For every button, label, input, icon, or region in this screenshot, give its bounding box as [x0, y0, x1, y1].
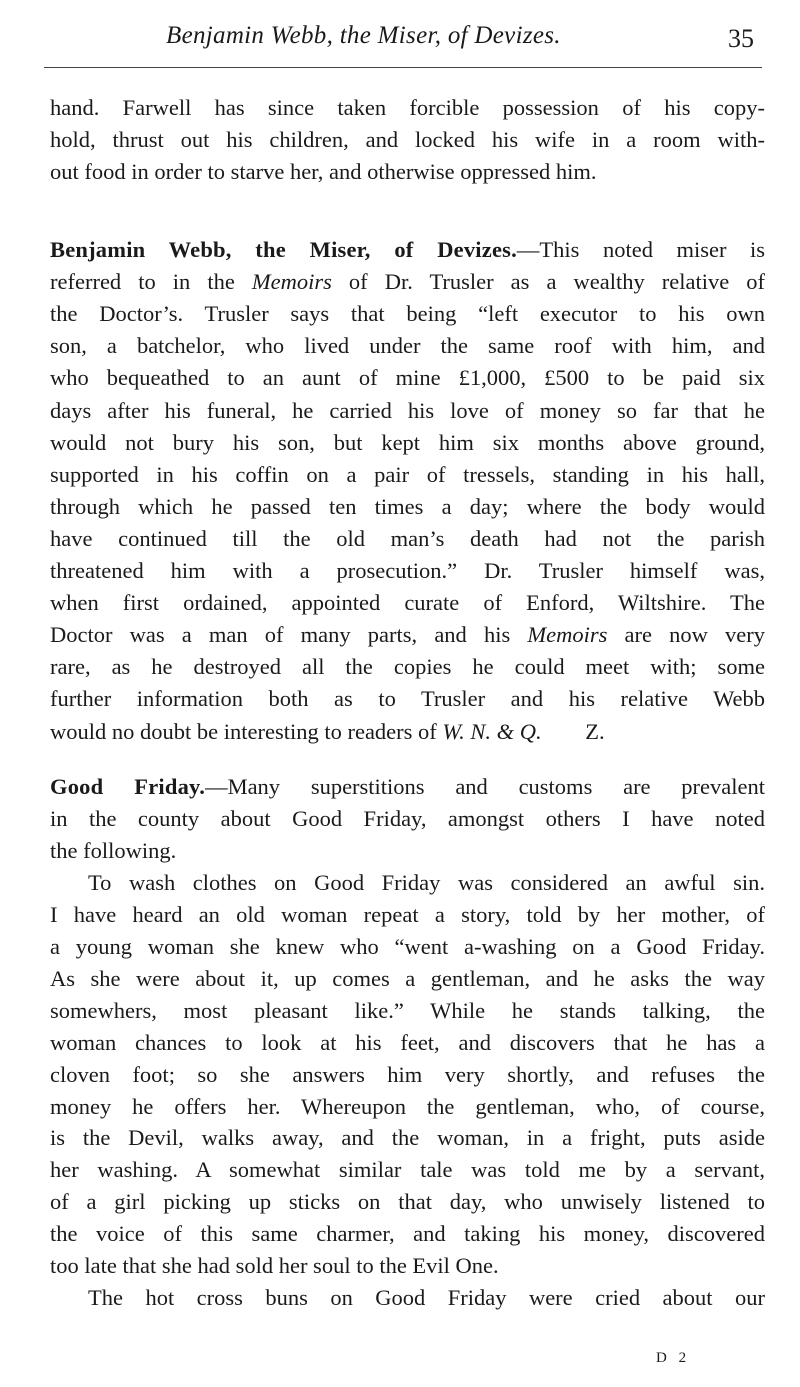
text-line	[50, 93, 765, 123]
text-line	[50, 235, 765, 265]
text-run: would no doubt be interesting to readers of	[50, 718, 443, 744]
text-line	[50, 1251, 765, 1281]
text-run: who bequeathed to an aunt of mine £1,000, £500 to be paid six	[50, 365, 765, 391]
text-run: —Many superstitions and customs are prevalent	[205, 774, 766, 799]
text-line	[50, 1187, 765, 1217]
text-line	[50, 524, 765, 554]
text-line	[50, 1028, 765, 1058]
text-line	[50, 331, 765, 361]
text-line	[50, 460, 765, 490]
header-rule	[44, 67, 762, 68]
text-run: the following.	[50, 837, 177, 863]
text-line	[50, 900, 765, 930]
text-run: supported in his coffin on a pair of tressels, standing in his hall,	[50, 461, 765, 487]
text-run: further information both as to Trusler and his relative Webb	[50, 686, 765, 712]
text-run: have continued till the old man’s death had not the parish	[50, 525, 765, 551]
text-run: days after his funeral, he carried his love of money so far that he	[50, 397, 765, 423]
text-line	[50, 267, 765, 297]
text-line	[50, 1123, 765, 1153]
text-line	[50, 125, 765, 155]
text-line	[50, 836, 765, 866]
running-title: Benjamin Webb, the Miser, of Devizes.	[166, 22, 561, 49]
text-line	[50, 1060, 765, 1090]
text-run: —This noted miser is	[516, 237, 765, 262]
text-run: hand. Farwell has since taken forcible possession of his copy-	[50, 95, 765, 120]
text-line	[50, 652, 765, 682]
text-run: are now very	[607, 622, 765, 648]
text-line	[50, 804, 765, 834]
text-run: the voice of this same charmer, and taking his money, discovered	[50, 1221, 765, 1247]
text-run: of Dr. Trusler as a wealthy relative of	[331, 269, 766, 295]
text-line	[50, 932, 765, 962]
text-line	[50, 492, 765, 522]
text-line	[50, 299, 765, 329]
text-run: the Doctor’s. Trusler says that being “left executor to his own	[50, 301, 765, 327]
signature-mark: D 2	[656, 1350, 691, 1366]
italic-title: Memoirs	[251, 269, 332, 295]
text-line	[50, 1219, 765, 1249]
text-run: Doctor was a man of many parts, and his	[50, 622, 528, 648]
text-run: I have heard an old woman repeat a story, told by her mother, of	[50, 901, 765, 927]
text-line	[50, 684, 765, 714]
text-run: money he offers her. Whereupon the gentleman, who, of course,	[50, 1093, 765, 1119]
text-line	[50, 363, 765, 393]
text-run: woman chances to look at his feet, and discovers that he has a	[50, 1029, 765, 1055]
text-line	[50, 157, 765, 187]
text-run: in the county about Good Friday, amongst others I have noted	[50, 805, 765, 831]
text-run: To wash clothes on Good Friday was considered an awful sin.	[88, 869, 765, 895]
text-run: rare, as he destroyed all the copies he could meet with; some	[50, 654, 765, 680]
text-line	[50, 772, 765, 802]
text-run: out food in order to starve her, and otherwise oppressed him.	[50, 159, 597, 184]
text-run: The hot cross buns on Good Friday were cried about our	[88, 1285, 765, 1311]
page-number: 35	[728, 24, 754, 53]
text-line	[50, 717, 765, 747]
text-run: cloven foot; so she answers him very shortly, and refuses the	[50, 1061, 765, 1087]
text-line	[50, 1155, 765, 1185]
text-run: referred to in the	[50, 269, 252, 295]
text-run: too late that she had sold her soul to the Evil One.	[50, 1253, 499, 1279]
text-line	[88, 1283, 765, 1313]
text-run: hold, thrust out his children, and locked his wife in a room with-	[50, 127, 765, 152]
page-header	[0, 18, 800, 58]
text-line	[50, 620, 765, 650]
text-run: As she were about it, up comes a gentleman, and he asks the way	[50, 965, 765, 991]
text-run: a young woman she knew who “went a-washing on a Good Friday.	[50, 933, 765, 959]
text-line	[50, 1092, 765, 1122]
text-line	[50, 964, 765, 994]
italic-title: Memoirs	[527, 622, 608, 648]
author-signature: Z.	[585, 718, 605, 744]
text-run: of a girl picking up sticks on that day, who unwisely listened to	[50, 1189, 765, 1215]
italic-title: W. N. & Q.	[442, 718, 542, 744]
text-run: son, a batchelor, who lived under the same roof with him, and	[50, 333, 765, 359]
text-line	[50, 396, 765, 426]
text-line	[50, 556, 765, 586]
section-heading: Good Friday.	[50, 774, 206, 799]
text-run: somewhers, most pleasant like.” While he stands talking, the	[50, 997, 765, 1023]
text-run: her washing. A somewhat similar tale was told me by a servant,	[50, 1157, 765, 1183]
text-line	[50, 588, 765, 618]
text-run: threatened him with a prosecution.” Dr. Trusler himself was,	[50, 558, 765, 583]
text-line	[88, 868, 765, 898]
text-run: when first ordained, appointed curate of Enford, Wiltshire. The	[50, 590, 765, 616]
text-run: through which he passed ten times a day; where the body would	[50, 493, 765, 519]
text-line	[50, 428, 765, 458]
text-run: would not bury his son, but kept him six months above ground,	[50, 429, 765, 455]
text-run: is the Devil, walks away, and the woman, in a fright, puts aside	[50, 1125, 765, 1151]
text-line	[50, 996, 765, 1026]
section-heading: Benjamin Webb, the Miser, of Devizes.	[50, 237, 517, 262]
